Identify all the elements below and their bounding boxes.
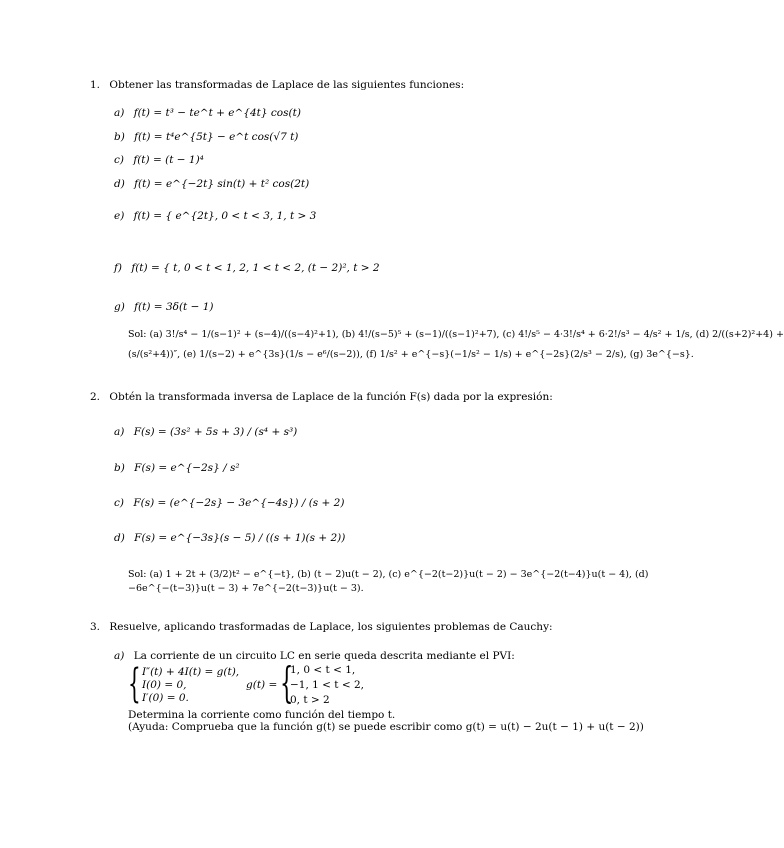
g-definition-lhs: g(t) = (246, 679, 278, 691)
item-label: a) (114, 650, 125, 662)
problem1-item-f (114, 262, 380, 275)
item-expression: F(s) = (3s² + 5s + 3) / (s⁴ + s³) (133, 426, 298, 438)
problem2-item-c (114, 497, 344, 510)
item-expression: F(s) = (e^{−2s} − 3e^{−4s}) / (s + 2) (133, 497, 345, 509)
problem1-solution-line2: (s/(s²+4))″, (e) 1/(s−2) + e^{3s}(1/s − e⁶/(s−2)), (f) 1/s² + e^{−s}(−1/s² − 1/s) + e^{−2s}(2/s³ − 2/s), (g) 3e^{−s}. (128, 349, 694, 360)
item-intro-text: La corriente de un circuito LC en serie queda descrita mediante el PVI: (133, 650, 515, 662)
system-equation-3: I′(0) = 0. (142, 692, 189, 704)
item-expression: f(t) = 3δ(t − 1) (134, 301, 214, 313)
item-expression: f(t) = (t − 1)⁴ (133, 154, 204, 166)
problem1-heading-text: Obtener las transformadas de Laplace de las siguientes funciones: (109, 79, 465, 91)
item-expression: f(t) = t⁴e^{5t} − e^t cos(√7 t) (134, 131, 299, 143)
item-label: a) (114, 107, 125, 119)
item-expression: f(t) = e^{−2t} sin(t) + t² cos(2t) (134, 178, 310, 190)
item-label: a) (114, 426, 125, 438)
problem3-task: Determina la corriente como función del tiempo t. (128, 709, 396, 721)
problem2-item-a (114, 426, 297, 439)
item-label: d) (114, 178, 125, 190)
problem1-item-b (114, 131, 298, 144)
item-label: c) (114, 154, 124, 166)
item-label: d) (114, 532, 125, 544)
problem3-heading-text: Resuelve, aplicando trasformadas de Laplace, los siguientes problemas de Cauchy: (109, 621, 553, 633)
item-label: f) (114, 262, 122, 274)
problem2-heading-text: Obtén la transformada inversa de Laplace de la función F(s) dada por la expresión: (109, 391, 553, 403)
item-label: g) (114, 301, 125, 313)
g-case-3: 0, t > 2 (290, 694, 330, 706)
problem1-item-e (114, 210, 316, 223)
problem1-solution-line1: Sol: (a) 3!/s⁴ − 1/(s−1)² + (s−4)/((s−4)²+1), (b) 4!/(s−5)⁵ + (s−1)/((s−1)²+7), (c) 4!/s⁵ − 4·3!/s⁴ + 6·2!/s³ − 4/s² + 1/s, (d) 2/((s+2)²+4) + (128, 329, 784, 340)
problem1-item-a (114, 107, 301, 120)
item-expression: f(t) = { e^{2t}, 0 < t < 3, 1, t > 3 (133, 210, 317, 222)
item-label: e) (114, 210, 125, 222)
problem1-item-c (114, 154, 204, 167)
item-label: b) (114, 462, 125, 474)
problem2-solution-line2: −6e^{−(t−3)}u(t − 3) + 7e^{−2(t−3)}u(t − 3). (128, 583, 364, 594)
problem1-item-g (114, 301, 214, 314)
problem2-item-b (114, 462, 240, 475)
problem1-heading (90, 79, 464, 92)
item-expression: f(t) = { t, 0 < t < 1, 2, 1 < t < 2, (t − 2)², t > 2 (131, 262, 380, 274)
problem1-number: 1. (90, 79, 101, 91)
item-expression: F(s) = e^{−3s}(s − 5) / ((s + 1)(s + 2)) (134, 532, 346, 544)
problem2-item-d (114, 532, 345, 545)
problem2-number: 2. (90, 391, 101, 403)
item-expression: f(t) = t³ − te^t + e^{4t} cos(t) (133, 107, 301, 119)
g-case-1: 1, 0 < t < 1, (290, 664, 356, 676)
problem3-item-a-intro (114, 650, 515, 663)
system-left-brace: { (128, 661, 141, 707)
item-expression: F(s) = e^{−2s} / s² (134, 462, 240, 474)
g-case-2: −1, 1 < t < 2, (290, 679, 365, 691)
problem3-heading (90, 621, 553, 634)
g-cases-brace: { (280, 658, 294, 707)
problem2-solution-line1: Sol: (a) 1 + 2t + (3/2)t² − e^{−t}, (b) (t − 2)u(t − 2), (c) e^{−2(t−2)}u(t − 2) − 3e^{−2(t−4)}u(t − 4), (d) (128, 569, 649, 580)
problem3-hint: (Ayuda: Comprueba que la función g(t) se puede escribir como g(t) = u(t) − 2u(t − 1) + u(t − 2)) (128, 721, 644, 733)
problem2-heading (90, 391, 553, 404)
problem3-number: 3. (90, 621, 101, 633)
item-label: c) (114, 497, 124, 509)
item-label: b) (114, 131, 125, 143)
system-equation-1: I″(t) + 4I(t) = g(t), (142, 666, 240, 678)
system-equation-2: I(0) = 0, (142, 679, 187, 691)
problem1-item-d (114, 178, 309, 191)
